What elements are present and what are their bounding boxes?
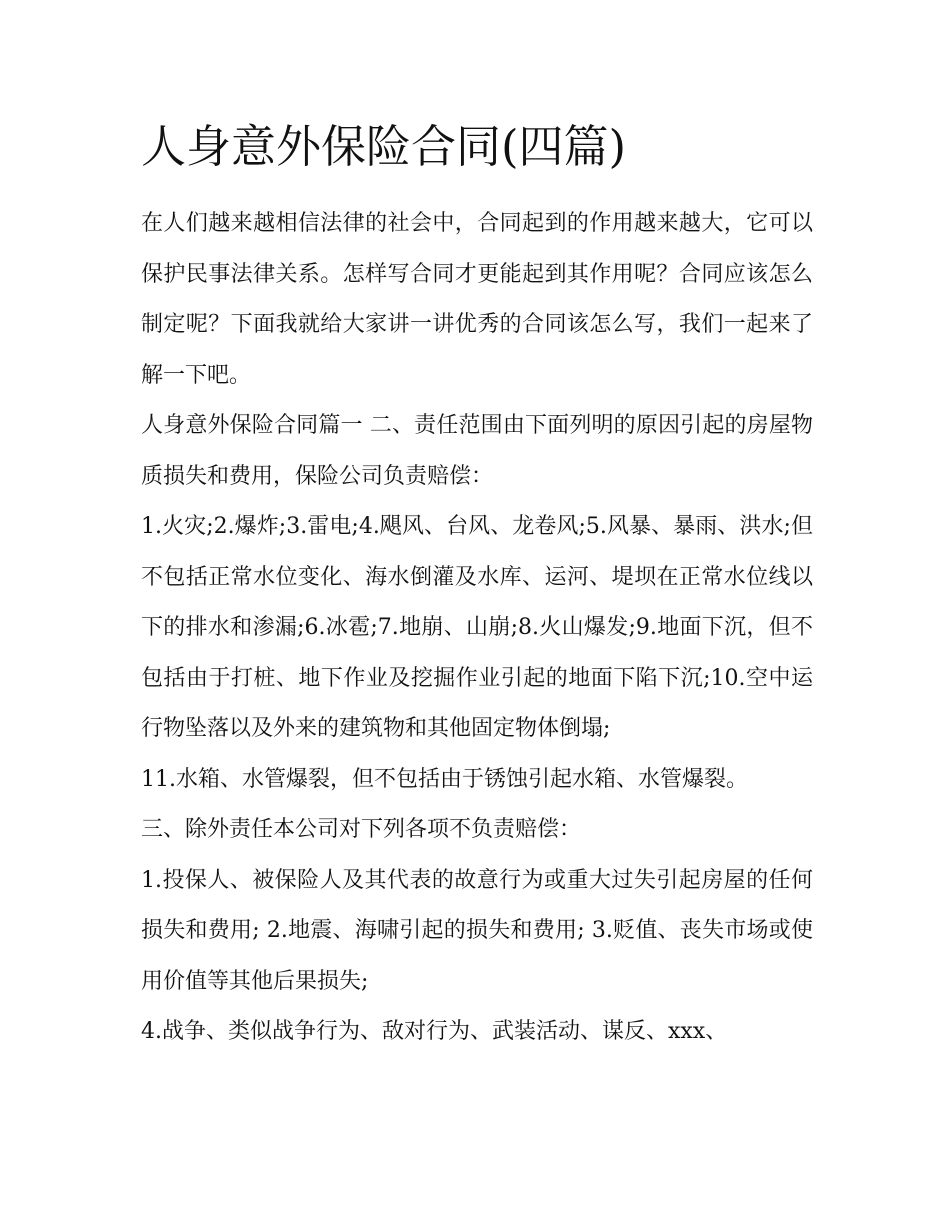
paragraph-liability-scope: 人身意外保险合同篇一 二、责任范围由下面列明的原因引起的房屋物质损失和费用，保险公司负责赔偿： — [141, 413, 813, 489]
document-body — [141, 199, 813, 1058]
document-page — [141, 118, 813, 1058]
paragraph-exclusions-list: 1.投保人、被保险人及其代表的故意行为或重大过失引起房屋的任何损失和费用; 2.地震、海啸引起的损失和费用; 3.贬值、丧失市场或使用价值等其他后果损失; — [141, 867, 813, 994]
paragraph-covered-causes: 1.火灾;2.爆炸;3.雷电;4.飓风、台风、龙卷风;5.风暴、暴雨、洪水;但不包括正常水位变化、海水倒灌及水库、运河、堤坝在正常水位线以下的排水和渗漏;6.冰雹;7.地崩、山崩;8.火山爆发;9.地面下沉，但不包括由于打桩、地下作业及挖掘作业引起的地面下陷下沉;10.空中运行物坠落以及外来的建筑物和其他固定物体倒塌; — [141, 514, 813, 741]
paragraph-war-exclusion: 4.战争、类似战争行为、敌对行为、武装活动、谋反、xxx、 — [141, 1019, 728, 1044]
paragraph-intro: 在人们越来越相信法律的社会中，合同起到的作用越来越大，它可以保护民事法律关系。怎样写合同才更能起到其作用呢？合同应该怎么制定呢？下面我就给大家讲一讲优秀的合同该怎么写，我们一起来了解一下吧。 — [141, 211, 813, 388]
paragraph-exclusions-heading: 三、除外责任本公司对下列各项不负责赔偿： — [141, 817, 582, 842]
document-title: 人身意外保险合同(四篇) — [141, 120, 627, 173]
paragraph-water-pipe: 11.水箱、水管爆裂，但不包括由于锈蚀引起水箱、水管爆裂。 — [141, 766, 748, 792]
